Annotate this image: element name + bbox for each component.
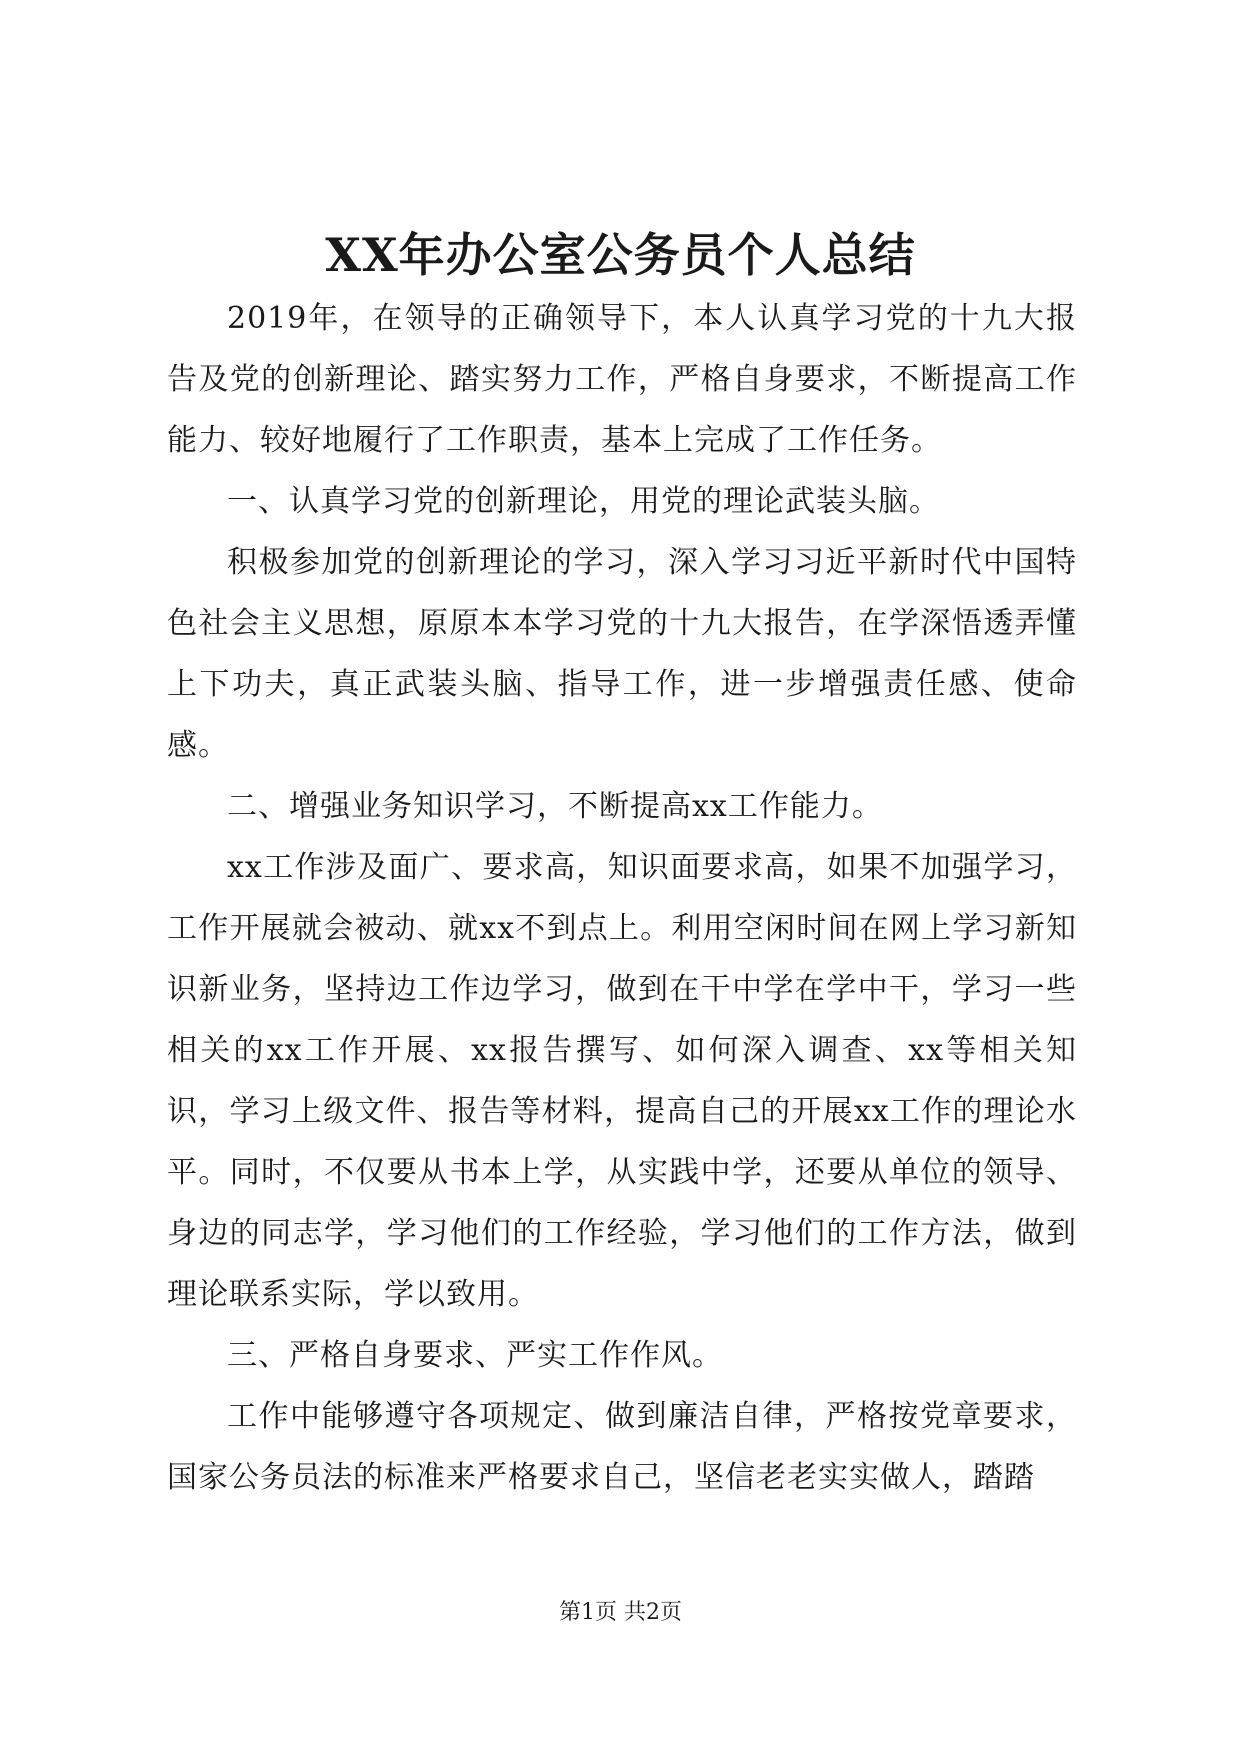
document-body — [167, 288, 1077, 1508]
section-heading-1: 一、认真学习党的创新理论，用党的理论武装头脑。 — [227, 484, 940, 519]
paragraph-section-2: xx工作涉及面广、要求高，知识面要求高，如果不加强学习，工作开展就会被动、就xx不到点上。利用空闲时间在网上学习新知识新业务，坚持边工作边学习，做到在干中学在学中干，学习一些相关的xx工作开展、xx报告撰写、如何深入调查、xx等相关知识，学习上级文件、报告等材料，提高自己的开展xx工作的理论水平。同时，不仅要从书本上学，从实践中学，还要从单位的领导、身边的同志学，学习他们的工作经验，学习他们的工作方法，做到理论联系实际，学以致用。 — [167, 850, 1077, 1312]
paragraph-section-3: 工作中能够遵守各项规定、做到廉洁自律，严格按党章要求，国家公务员法的标准来严格要求自己，坚信老老实实做人，踏踏 — [167, 1399, 1077, 1495]
page-footer: 第1页 共2页 — [559, 1600, 682, 1625]
paragraph-section-1: 积极参加党的创新理论的学习，深入学习习近平新时代中国特色社会主义思想，原原本本学习党的十九大报告，在学深悟透弄懂上下功夫，真正武装头脑、指导工作，进一步增强责任感、使命感。 — [167, 545, 1077, 763]
section-heading-3: 三、严格自身要求、严实工作作风。 — [227, 1338, 723, 1373]
paragraph-intro: 2019年，在领导的正确领导下，本人认真学习党的十九大报告及党的创新理论、踏实努力工作，严格自身要求，不断提高工作能力、较好地履行了工作职责，基本上完成了工作任务。 — [167, 301, 1077, 458]
document-title: XX年办公室公务员个人总结 — [325, 228, 916, 282]
section-heading-2: 二、增强业务知识学习，不断提高xx工作能力。 — [227, 789, 883, 824]
